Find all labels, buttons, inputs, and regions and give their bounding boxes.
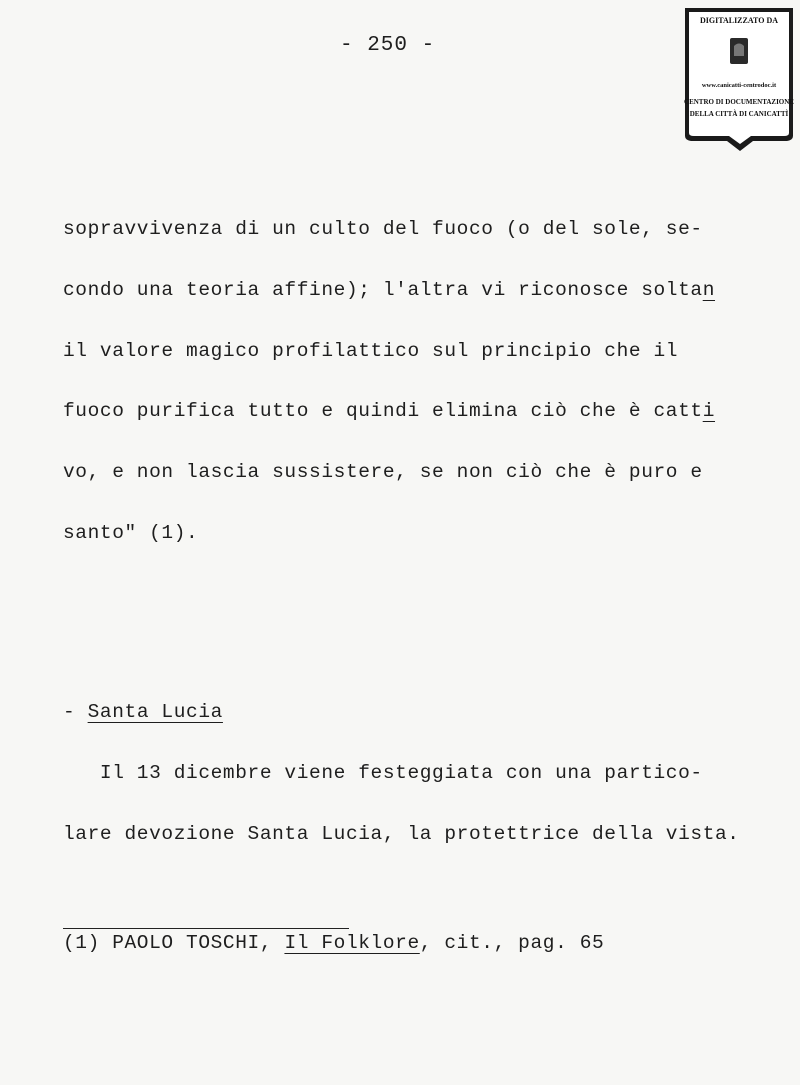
digitization-stamp <box>683 6 795 144</box>
body-line-4-underlined: i <box>702 400 716 422</box>
footnote-prefix: (1) PAOLO TOSCHI, <box>63 932 285 954</box>
body-line-2-underlined: n <box>702 279 716 301</box>
stamp-org-line1: CENTRO DI DOCUMENTAZIONE <box>684 98 794 106</box>
section-heading-title: Santa Lucia <box>87 701 223 723</box>
footnote-separator <box>63 928 349 929</box>
body-line-8: lare devozione Santa Lucia, la protettrice della vista. <box>63 823 740 845</box>
body-line-3: il valore magico profilattico sul principio che il <box>63 340 679 362</box>
body-line-1: sopravvivenza di un culto del fuoco (o del sole, se- <box>63 218 703 240</box>
body-line-2 <box>63 279 715 301</box>
stamp-title: DIGITALIZZATO DA <box>699 16 779 25</box>
footnote-suffix: , cit., pag. 65 <box>419 932 605 954</box>
body-line-5: vo, e non lascia sussistere, se non ciò che è puro e <box>63 461 703 483</box>
body-line-4 <box>63 400 715 422</box>
body-line-6: santo" (1). <box>63 522 199 544</box>
body-line-4-text: fuoco purifica tutto e quindi elimina ciò che è catt <box>63 400 703 422</box>
page-number: - 250 - <box>340 34 436 57</box>
stamp-url: www.canicatti-centrodoc.it <box>701 82 777 89</box>
section-heading-dash: - <box>63 701 88 723</box>
section-heading <box>63 701 223 723</box>
footnote <box>63 932 604 954</box>
stamp-org-line2: DELLA CITTÀ DI CANICATTÌ <box>689 110 789 118</box>
body-line-2-text: condo una teoria affine); l'altra vi riconosce solta <box>63 279 703 301</box>
stamp-shield-icon <box>683 6 795 156</box>
footnote-title: Il Folklore <box>284 932 420 954</box>
body-line-7: Il 13 dicembre viene festeggiata con una partico- <box>63 762 703 784</box>
